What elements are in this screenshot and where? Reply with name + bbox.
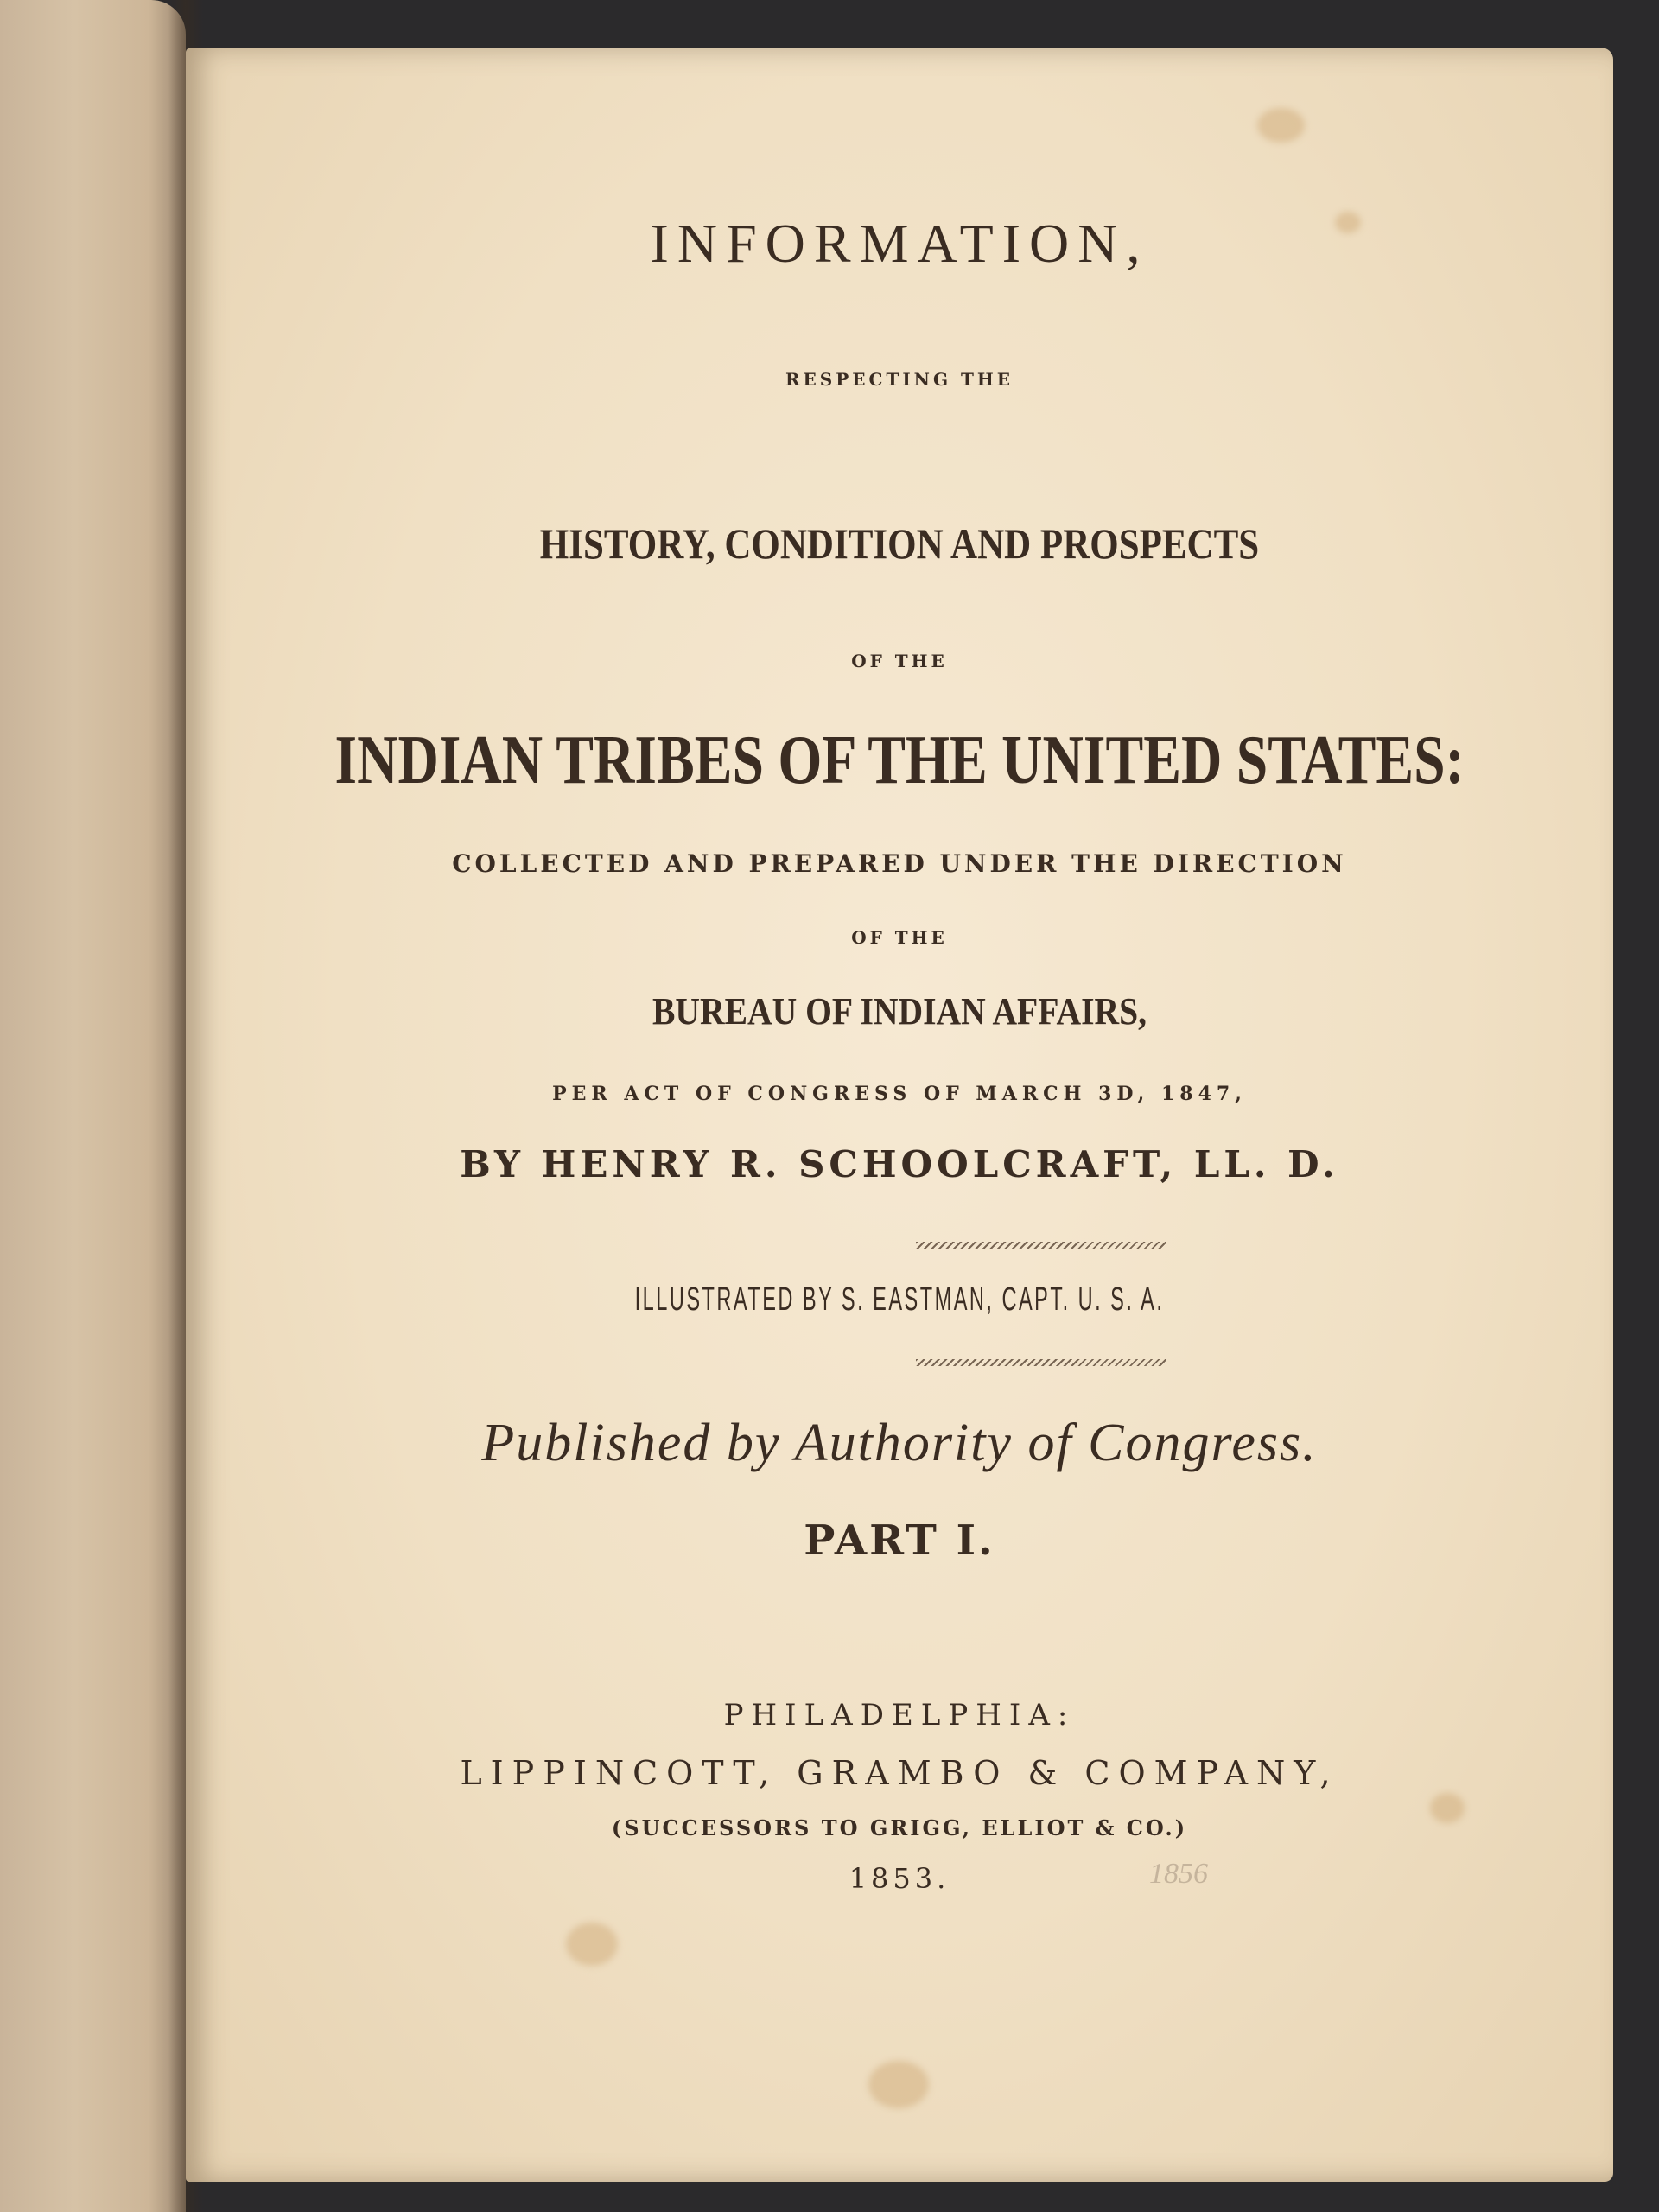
of-the-line: OF THE <box>851 651 948 671</box>
bureau-line: BUREAU OF INDIAN AFFAIRS, <box>652 990 1147 1033</box>
pencil-annotation: 1856 <box>1149 1858 1208 1890</box>
foxing-stain <box>1257 108 1305 143</box>
wavy-rule <box>916 1242 1166 1249</box>
foxing-stain <box>566 1923 618 1966</box>
wavy-rule <box>916 1359 1166 1366</box>
respecting-line: RESPECTING THE <box>785 369 1014 390</box>
title-page <box>186 48 1613 2182</box>
foxing-stain <box>868 2061 929 2108</box>
left-page-edge <box>0 0 186 2212</box>
main-subject-heading: INDIAN TRIBES OF THE UNITED STATES: <box>334 722 1465 798</box>
part-line: PART I. <box>804 1516 995 1565</box>
act-line: PER ACT OF CONGRESS OF MARCH 3D, 1847, <box>552 1083 1247 1105</box>
successors-line: (SUCCESSORS TO GRIGG, ELLIOT & CO.) <box>611 1815 1188 1840</box>
illustrator-line: ILLUSTRATED BY S. EASTMAN, CAPT. U. S. A. <box>634 1281 1165 1318</box>
author-line: BY HENRY R. SCHOOLCRAFT, LL. D. <box>460 1143 1339 1185</box>
book-title: INFORMATION, <box>650 213 1149 274</box>
subject-line: HISTORY, CONDITION AND PROSPECTS <box>539 519 1260 568</box>
publisher-line: LIPPINCOTT, GRAMBO & COMPANY, <box>460 1754 1339 1792</box>
city-line: PHILADELPHIA: <box>723 1698 1076 1732</box>
of-the-line-2: OF THE <box>851 927 948 948</box>
collected-line: COLLECTED AND PREPARED UNDER THE DIRECTION <box>452 849 1347 878</box>
published-line: Published by Authority of Congress. <box>481 1414 1318 1472</box>
year-line: 1853. <box>849 1862 950 1895</box>
